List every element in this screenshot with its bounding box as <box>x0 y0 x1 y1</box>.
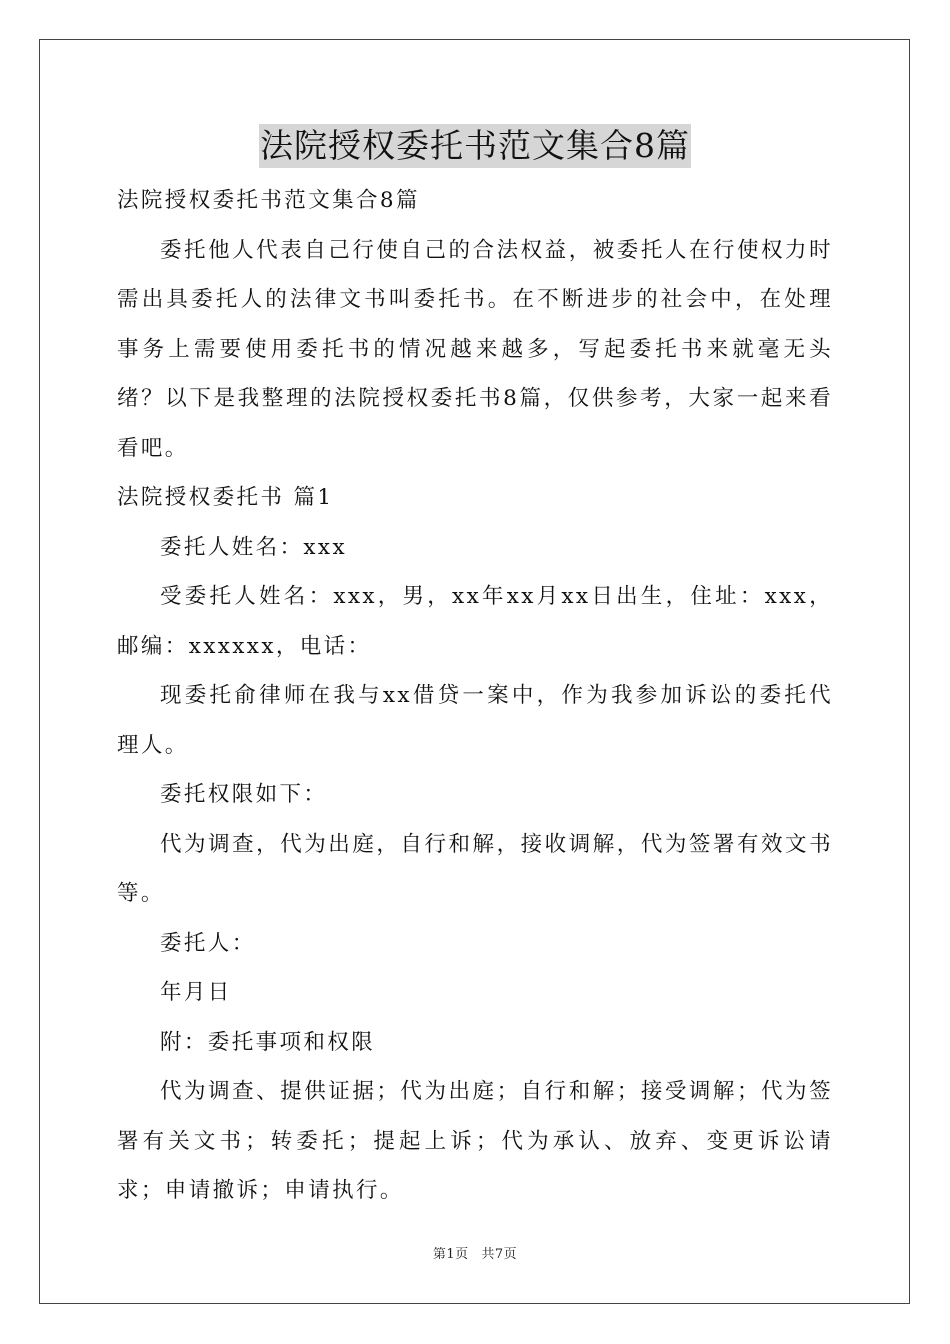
authority-paragraph: 代为调查，代为出庭，自行和解，接收调解，代为签署有效文书等。 <box>117 831 833 906</box>
principal-name-line: 委托人姓名：xxx <box>160 534 347 560</box>
appendix-heading: 附：委托事项和权限 <box>160 1029 376 1055</box>
title-wrap <box>0 124 950 168</box>
agent-info-paragraph: 受委托人姓名：xxx，男，xx年xx月xx日出生，住址：xxx，邮编：xxxxxx，电话： <box>117 584 833 659</box>
document-body <box>117 176 833 1216</box>
document-subtitle: 法院授权委托书范文集合8篇 <box>117 188 420 213</box>
page-footer <box>0 1246 950 1264</box>
appointment-paragraph: 现委托俞律师在我与xx借贷一案中，作为我参加诉讼的委托代理人。 <box>117 683 833 758</box>
date-line: 年月日 <box>160 980 232 1005</box>
principal-signature-line: 委托人： <box>160 930 256 956</box>
page-total: 共7页 <box>481 1247 518 1262</box>
page-number: 第1页 <box>432 1247 469 1262</box>
appendix-paragraph: 代为调查、提供证据；代为出庭；自行和解；接受调解；代为签署有关文书；转委托；提起上诉；代为承认、放弃、变更诉讼请求；申请撤诉；申请执行。 <box>117 1079 833 1203</box>
document-title: 法院授权委托书范文集合8篇 <box>259 124 691 168</box>
intro-paragraph: 委托他人代表自己行使自己的合法权益，被委托人在行使权力时需出具委托人的法律文书叫委托书。在不断进步的社会中，在处理事务上需要使用委托书的情况越来越多，写起委托书来就毫无头绪？以下是我整理的法院授权委托书8篇，仅供参考，大家一起来看看吧。 <box>117 237 833 461</box>
authority-heading: 委托权限如下： <box>160 782 328 807</box>
section-heading: 法院授权委托书 篇1 <box>117 485 334 510</box>
